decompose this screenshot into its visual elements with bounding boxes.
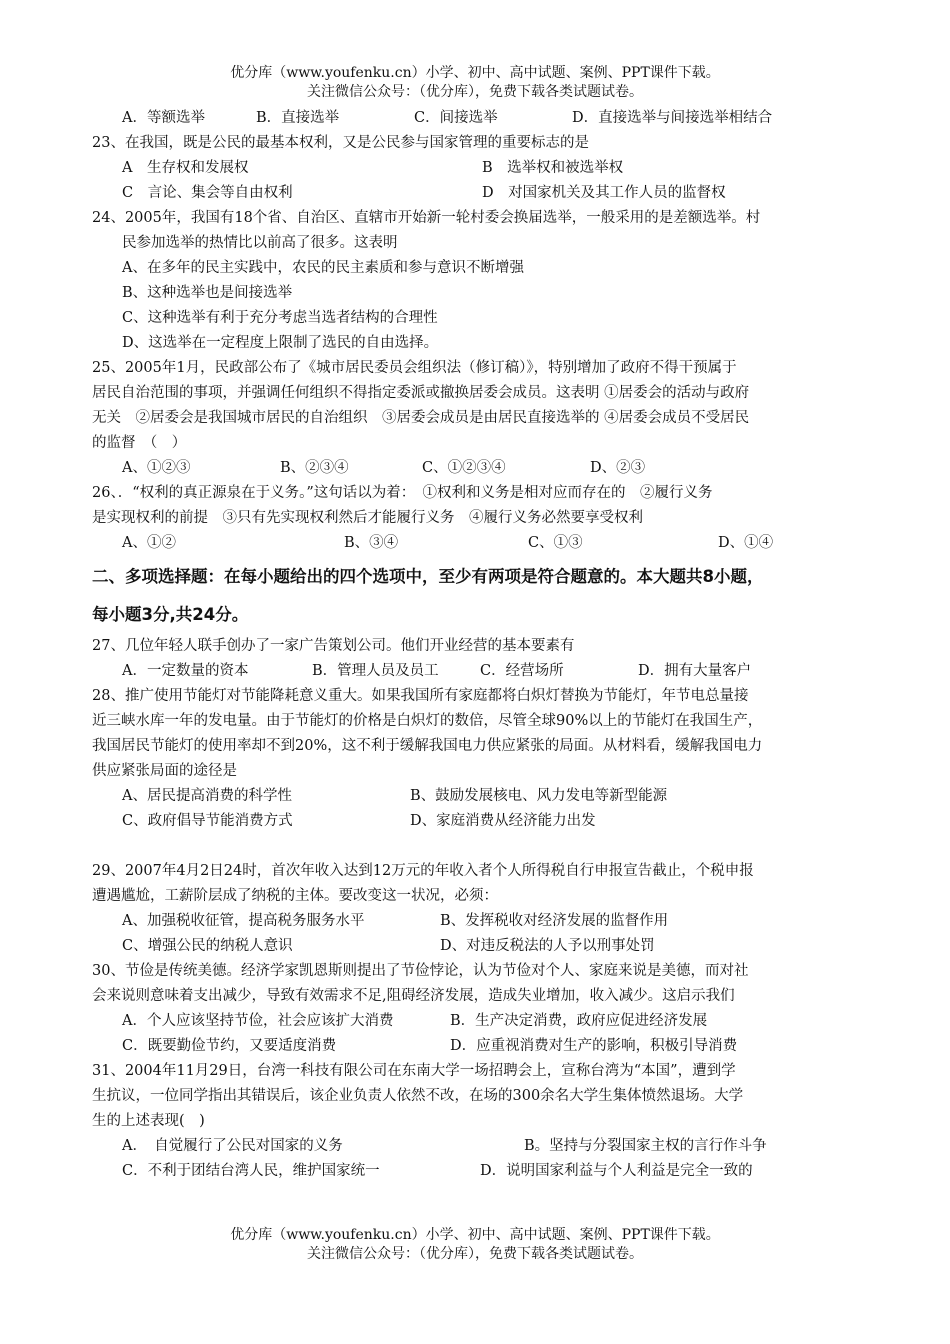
q25-stem-line-1: 25、2005年1月，民政部公布了《城市居民委员会组织法（修订稿）》，特别增加了政府不得干预属于 <box>92 360 737 376</box>
q23-option-d: D 对国家机关及其工作人员的监督权 <box>482 185 726 201</box>
q30-stem-line-1: 30、节俭是传统美德。经济学家凯恩斯则提出了节俭悖论，认为节俭对个人、家庭来说是美德，而对社 <box>92 963 749 979</box>
q31-option-a: A． 自觉履行了公民对国家的义务 <box>122 1138 343 1154</box>
q24-option-c: C、这种选举有利于充分考虑当选者结构的合理性 <box>122 310 438 326</box>
q23-options-row1 <box>92 156 867 181</box>
q30-option-c: C．既要勤俭节约，又要适度消费 <box>122 1038 337 1054</box>
header-line-2: 关注微信公众号：（优分库），免费下载各类试题试卷。 <box>307 84 643 100</box>
q29-option-a: A、加强税收征管，提高税务服务水平 <box>122 913 365 929</box>
q29-options-row1 <box>92 909 867 934</box>
q28-option-c: C、政府倡导节能消费方式 <box>122 813 293 829</box>
q27-option-c: C．经营场所 <box>480 663 564 679</box>
q31-stem-line-1: 31、2004年11月29日，台湾一科技有限公司在东南大学一场招聘会上，宣称台湾为“本国”，遭到学 <box>92 1063 736 1079</box>
q28-option-d: D、家庭消费从经济能力出发 <box>410 813 596 829</box>
q24-stem-line-1: 24、2005年，我国有18个省、自治区、直辖市开始新一轮村委会换届选举，一般采用的是差额选举。村 <box>92 210 761 226</box>
exam-content <box>92 106 867 1184</box>
q26-option-a: A、①② <box>122 535 176 551</box>
q27-option-d: D．拥有大量客户 <box>638 663 752 679</box>
q27-options <box>92 659 867 684</box>
q30-option-b: B．生产决定消费，政府应促进经济发展 <box>450 1013 708 1029</box>
q25-option-d: D、②③ <box>590 460 646 476</box>
q24-option-a: A、在多年的民主实践中，农民的民主素质和参与意识不断增强 <box>122 260 524 276</box>
q29-option-d: D、对违反税法的人予以刑事处罚 <box>440 938 655 954</box>
q28-stem-line-3: 我国居民节能灯的使用率却不到20%，这不利于缓解我国电力供应紧张的局面。从材料看，缓解我国电力 <box>92 738 763 754</box>
q29-option-b: B、发挥税收对经济发展的监督作用 <box>440 913 669 929</box>
q26-option-c: C、①③ <box>528 535 583 551</box>
q29-stem-line-2: 遭遇尴尬，工薪阶层成了纳税的主体。要改变这一状况，必须： <box>92 888 498 904</box>
q28-stem-line-2: 近三峡水库一年的发电量。由于节能灯的价格是白炽灯的数倍，尽管全球90%以上的节能灯在我国生产， <box>92 713 763 729</box>
q23-option-b: B 选举权和被选举权 <box>482 160 624 176</box>
q31-options-row2 <box>92 1159 867 1184</box>
page-header <box>0 64 950 102</box>
q30-option-d: D．应重视消费对生产的影响，积极引导消费 <box>450 1038 738 1054</box>
q23-stem: 23、在我国，既是公民的最基本权利，又是公民参与国家管理的重要标志的是 <box>92 135 589 151</box>
q29-option-c: C、增强公民的纳税人意识 <box>122 938 293 954</box>
q28-stem-line-1: 28、推广使用节能灯对节能降耗意义重大。如果我国所有家庭都将白炽灯替换为节能灯，年节电总量接 <box>92 688 749 704</box>
q25-stem-line-2: 居民自治范围的事项，并强调任何组织不得指定委派或撤换居委会成员。这表明 ①居委会的活动与政府 <box>92 385 750 401</box>
q31-options-row1 <box>92 1134 867 1159</box>
q28-stem-line-4: 供应紧张局面的途径是 <box>92 763 237 779</box>
q26-options <box>92 531 867 556</box>
q23-option-a: A 生存权和发展权 <box>122 160 249 176</box>
q31-stem-line-3: 生的上述表现( ) <box>92 1113 205 1129</box>
q23-option-c: C 言论、集会等自由权利 <box>122 185 293 201</box>
spacer <box>92 834 867 859</box>
q27-stem: 27、几位年轻人联手创办了一家广告策划公司。他们开业经营的基本要素有 <box>92 638 575 654</box>
q26-stem-line-1: 26、．“权利的真正源泉在于义务。”这句话以为着： ①权利和义务是相对应而存在的 ②履行义务 <box>92 485 713 501</box>
q28-options-row1 <box>92 784 867 809</box>
q25-stem-line-4: 的监督 （ ） <box>92 435 187 451</box>
q22-option-c: C．间接选举 <box>414 110 498 126</box>
q30-options-row2 <box>92 1034 867 1059</box>
q24-stem-line-2: 民参加选举的热情比以前高了很多。这表明 <box>122 235 398 251</box>
section-2-heading-line-2: 每小题3分,共24分。 <box>92 605 249 624</box>
q23-options-row2 <box>92 181 867 206</box>
q25-option-a: A、①②③ <box>122 460 191 476</box>
q30-options-row1 <box>92 1009 867 1034</box>
q29-options-row2 <box>92 934 867 959</box>
q27-option-a: A．一定数量的资本 <box>122 663 249 679</box>
q28-option-b: B、鼓励发展核电、风力发电等新型能源 <box>410 788 668 804</box>
q30-option-a: A．个人应该坚持节俭，社会应该扩大消费 <box>122 1013 394 1029</box>
q22-option-a: A．等额选举 <box>122 110 205 126</box>
q24-option-d: D、这选举在一定程度上限制了选民的自由选择。 <box>122 335 439 351</box>
q27-option-b: B．管理人员及员工 <box>312 663 439 679</box>
q31-stem-line-2: 生抗议，一位同学指出其错误后，该企业负责人依然不改，在场的300余名大学生集体愤然退场。大学 <box>92 1088 744 1104</box>
q31-option-c: C．不利于团结台湾人民，维护国家统一 <box>122 1163 380 1179</box>
q28-options-row2 <box>92 809 867 834</box>
q28-option-a: A、居民提高消费的科学性 <box>122 788 292 804</box>
q24-option-b: B、这种选举也是间接选举 <box>122 285 293 301</box>
footer-line-1: 优分库（www.youfenku.cn）小学、初中、高中试题、案例、PPT课件下载。 <box>230 1227 720 1243</box>
footer-line-2: 关注微信公众号：（优分库），免费下载各类试题试卷。 <box>307 1246 643 1262</box>
page-footer <box>0 1226 950 1264</box>
q29-stem-line-1: 29、2007年4月2日24时，首次年收入达到12万元的年收入者个人所得税自行申报宣告截止，个税申报 <box>92 863 754 879</box>
q25-option-b: B、②③④ <box>280 460 349 476</box>
header-line-1: 优分库（www.youfenku.cn）小学、初中、高中试题、案例、PPT课件下载。 <box>230 65 720 81</box>
q22-options <box>92 106 867 131</box>
q26-option-b: B、③④ <box>344 535 399 551</box>
section-2-heading <box>92 558 867 634</box>
q30-stem-line-2: 会来说则意味着支出减少，导致有效需求不足,阻碍经济发展，造成失业增加，收入减少。这启示我们 <box>92 988 735 1004</box>
section-2-heading-line-1: 二、多项选择题：在每小题给出的四个选项中，至少有两项是符合题意的。本大题共8小题， <box>92 567 764 586</box>
q25-stem-line-3: 无关 ②居委会是我国城市居民的自治组织 ③居委会成员是由居民直接选举的 ④居委会成员不受居民 <box>92 410 750 426</box>
q26-option-d: D、①④ <box>718 535 774 551</box>
q31-option-b: B。坚持与分裂国家主权的言行作斗争 <box>524 1138 767 1154</box>
q25-option-c: C、①②③④ <box>422 460 506 476</box>
q31-option-d: D．说明国家利益与个人利益是完全一致的 <box>480 1163 753 1179</box>
q26-stem-line-2: 是实现权利的前提 ③只有先实现权利然后才能履行义务 ④履行义务必然要享受权利 <box>92 510 643 526</box>
q22-option-d: D．直接选举与间接选举相结合 <box>572 110 773 126</box>
q25-options <box>92 456 867 481</box>
q22-option-b: B．直接选举 <box>256 110 340 126</box>
